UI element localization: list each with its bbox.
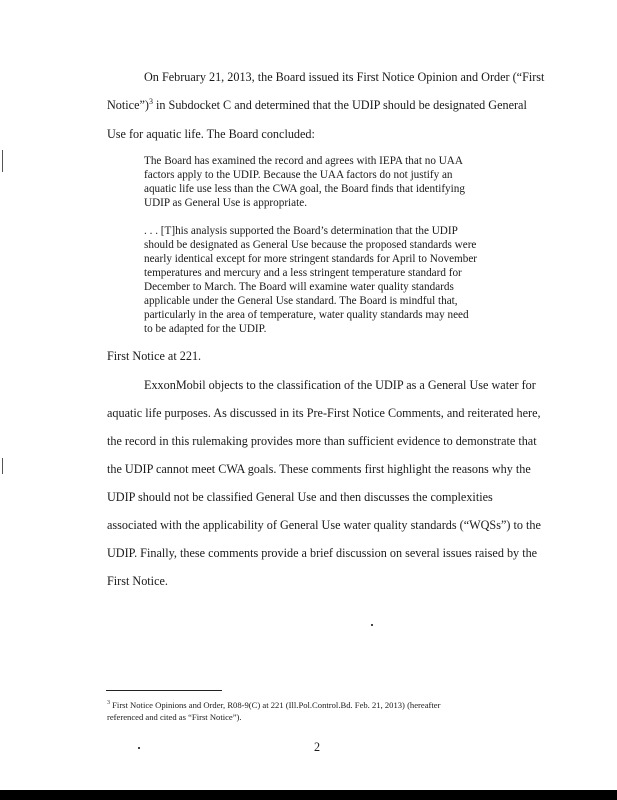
footnote-line-1 bbox=[107, 700, 440, 710]
footnote-line-2: referenced and cited as “First Notice”). bbox=[107, 712, 242, 722]
block-quote-2-line: particularly in the area of temperature, water quality standards may need bbox=[144, 309, 469, 321]
footnote-reference: 3 bbox=[148, 96, 153, 106]
block-quote-2-line: nearly identical except for more stringent standards for April to November bbox=[144, 253, 478, 265]
footnote-marker: 3 bbox=[107, 700, 110, 707]
body-paragraph-1-line-1: On February 21, 2013, the Board issued its First Notice Opinion and Order (“First bbox=[144, 70, 545, 84]
body-paragraph-1-line-2-start: Notice”) bbox=[107, 98, 149, 112]
scan-speck bbox=[371, 624, 373, 626]
block-quote-2-line: to be adapted for the UDIP. bbox=[144, 323, 267, 335]
footnote-separator bbox=[106, 690, 222, 691]
block-quote-1-line: aquatic life use less than the CWA goal, the Board finds that identifying bbox=[144, 183, 465, 195]
citation: First Notice at 221. bbox=[107, 349, 202, 363]
block-quote-1-line: UDIP as General Use is appropriate. bbox=[144, 197, 307, 209]
block-quote-2-line: . . . [T]his analysis supported the Board’s determination that the UDIP bbox=[144, 225, 458, 237]
body-paragraph-2-line: associated with the applicability of General Use water quality standards (“WQSs”) to the bbox=[107, 518, 541, 532]
body-paragraph-2-line: First Notice. bbox=[107, 574, 168, 588]
body-paragraph-1-line-3: Use for aquatic life. The Board concluded: bbox=[107, 127, 315, 141]
block-quote-1-line: factors apply to the UDIP. Because the UAA factors do not justify an bbox=[144, 169, 453, 181]
body-paragraph-2-line: ExxonMobil objects to the classification of the UDIP as a General Use water for bbox=[144, 378, 536, 392]
block-quote-2-line: December to March. The Board will examine water quality standards bbox=[144, 281, 454, 293]
block-quote-2-line: temperatures and mercury and a less stringent temperature standard for bbox=[144, 267, 462, 279]
scan-bottom-edge bbox=[0, 790, 617, 800]
body-paragraph-2-line: the record in this rulemaking provides more than sufficient evidence to demonstrate that bbox=[107, 434, 537, 448]
body-paragraph-1-line-2-end: in Subdocket C and determined that the UDIP should be designated General bbox=[152, 98, 527, 112]
body-paragraph-2-line: UDIP. Finally, these comments provide a brief discussion on several issues raised by the bbox=[107, 546, 538, 560]
block-quote-1-line: The Board has examined the record and agrees with IEPA that no UAA bbox=[144, 155, 463, 167]
scan-mark bbox=[2, 458, 3, 474]
body-paragraph-2-line: the UDIP cannot meet CWA goals. These comments first highlight the reasons why the bbox=[107, 462, 531, 476]
scan-corner bbox=[609, 790, 617, 800]
block-quote-2-line: applicable under the General Use standard. The Board is mindful that, bbox=[144, 295, 458, 307]
scan-speck bbox=[138, 747, 140, 749]
footnote-text-1: First Notice Opinions and Order, R08-9(C) at 221 (Ill.Pol.Control.Bd. Feb. 21, 2013) (hereafter bbox=[110, 700, 441, 710]
body-paragraph-2-line: aquatic life purposes. As discussed in its Pre-First Notice Comments, and reiterated here, bbox=[107, 406, 541, 420]
body-paragraph-2-line: UDIP should not be classified General Use and then discusses the complexities bbox=[107, 490, 493, 504]
body-paragraph-1-line-2 bbox=[107, 98, 527, 113]
block-quote-2-line: should be designated as General Use because the proposed standards were bbox=[144, 239, 477, 251]
scan-mark bbox=[2, 150, 3, 172]
page-number: 2 bbox=[314, 740, 321, 754]
